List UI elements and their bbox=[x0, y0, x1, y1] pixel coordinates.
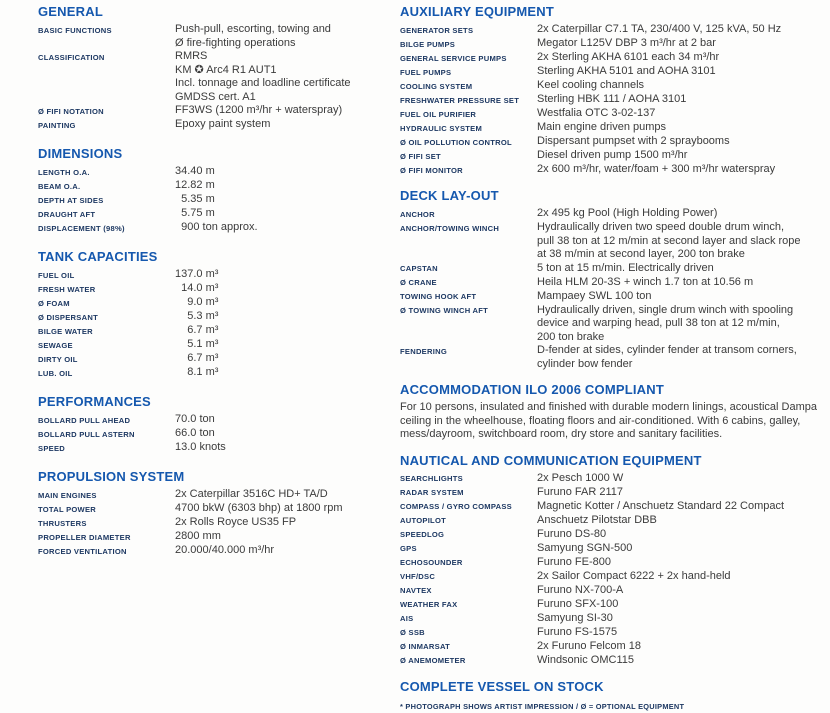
spec-value bbox=[537, 79, 822, 93]
spec-row bbox=[400, 344, 822, 371]
spec-label: Ø DISPERSANT bbox=[38, 312, 98, 322]
spec-value-line: Sterling HBK 111 / AOHA 3101 bbox=[537, 93, 687, 105]
spec-value-line: 66.0 ton bbox=[175, 427, 215, 439]
section-performances bbox=[38, 394, 390, 455]
spec-value bbox=[537, 51, 822, 65]
spec-row bbox=[38, 179, 390, 193]
spec-row bbox=[400, 612, 822, 626]
spec-value-line: 2x Rolls Royce US35 FP bbox=[175, 516, 297, 528]
section-title: COMPLETE VESSEL ON STOCK bbox=[400, 678, 604, 694]
spec-value bbox=[175, 338, 390, 352]
spec-value bbox=[537, 626, 822, 640]
spec-value-line: RMRS bbox=[175, 50, 208, 62]
spec-row bbox=[400, 472, 822, 486]
spec-value-line: 70.0 ton bbox=[175, 413, 215, 425]
spec-label: CAPSTAN bbox=[400, 264, 438, 273]
spec-value-line: 14.0 m³ bbox=[175, 282, 219, 294]
spec-value bbox=[537, 500, 822, 514]
spec-row bbox=[38, 310, 390, 324]
spec-value-line: Magnetic Kotter / Anschuetz Standard 22 Compact bbox=[537, 499, 785, 512]
spec-value-line: Furuno SFX-100 bbox=[537, 597, 619, 610]
spec-value bbox=[537, 149, 822, 163]
spec-value bbox=[175, 50, 390, 104]
spec-label: COMPASS / GYRO COMPASS bbox=[400, 502, 512, 512]
spec-value-line: 9.0 m³ bbox=[175, 296, 219, 308]
spec-value-line: 5.35 m bbox=[175, 193, 215, 205]
spec-row bbox=[38, 366, 390, 380]
spec-label: Ø FIFI MONITOR bbox=[400, 165, 463, 175]
spec-label: Ø TOWING WINCH AFT bbox=[400, 306, 489, 315]
spec-label: BEAM O.A. bbox=[38, 181, 81, 191]
spec-label: Ø FOAM bbox=[38, 298, 70, 308]
spec-label: DRAUGHT AFT bbox=[38, 209, 96, 219]
spec-row bbox=[400, 500, 822, 514]
spec-value bbox=[537, 654, 822, 668]
spec-row bbox=[400, 37, 822, 51]
spec-value-line: cylinder bow fender bbox=[537, 357, 633, 370]
spec-value bbox=[175, 427, 390, 441]
spec-value bbox=[537, 472, 822, 486]
spec-row bbox=[38, 441, 390, 455]
spec-label: SPEED bbox=[38, 443, 65, 453]
spec-label: RADAR SYSTEM bbox=[400, 488, 464, 498]
spec-label: TOTAL POWER bbox=[38, 504, 97, 514]
spec-value-line: 2x 600 m³/hr, water/foam + 300 m³/hr waterspray bbox=[537, 163, 776, 175]
spec-value-line: Keel cooling channels bbox=[537, 79, 645, 91]
spec-value-line: 12.82 m bbox=[175, 179, 215, 191]
section-accommodation-ilo-2006-compliant bbox=[400, 382, 822, 442]
spec-row bbox=[38, 268, 390, 282]
spec-row bbox=[38, 23, 390, 50]
spec-value bbox=[537, 290, 822, 304]
spec-value-line: Hydraulically driven, single drum winch with spooling bbox=[537, 303, 794, 316]
spec-row bbox=[38, 338, 390, 352]
spec-label: GPS bbox=[400, 544, 417, 554]
right-column bbox=[400, 4, 822, 711]
spec-value bbox=[175, 413, 390, 427]
spec-value-line: Anschuetz Pilotstar DBB bbox=[537, 513, 657, 526]
spec-label: PAINTING bbox=[38, 120, 76, 130]
spec-value-line: Megator L125V DBP 3 m³/hr at 2 bar bbox=[537, 37, 716, 49]
spec-value-line: Dispersant pumpset with 2 spraybooms bbox=[537, 135, 730, 147]
spec-value bbox=[175, 324, 390, 338]
spec-value-line: Heila HLM 20-3S + winch 1.7 ton at 10.56 m bbox=[537, 275, 754, 288]
spec-value-line: pull 38 ton at 12 m/min at second layer and slack rope bbox=[537, 234, 801, 247]
spec-label: FRESH WATER bbox=[38, 284, 96, 294]
spec-row bbox=[38, 544, 390, 558]
spec-value-line: Furuno FE-800 bbox=[537, 555, 611, 568]
spec-label: Ø CRANE bbox=[400, 278, 437, 287]
spec-label: FORCED VENTILATION bbox=[38, 546, 127, 556]
section-title: PROPULSION SYSTEM bbox=[38, 469, 185, 484]
spec-value bbox=[537, 107, 822, 121]
spec-value-line: 137.0 m³ bbox=[175, 268, 219, 280]
spec-value bbox=[175, 488, 390, 502]
spec-label: FUEL PUMPS bbox=[400, 67, 452, 77]
spec-value bbox=[537, 207, 822, 221]
spec-value bbox=[537, 37, 822, 51]
spec-value bbox=[175, 530, 390, 544]
spec-value bbox=[537, 93, 822, 107]
spec-label: FUEL OIL PURIFIER bbox=[400, 109, 477, 119]
spec-value-line: Ø fire-fighting operations bbox=[175, 36, 296, 49]
spec-label: Ø ANEMOMETER bbox=[400, 656, 466, 666]
section-tank-capacities bbox=[38, 249, 390, 380]
spec-value bbox=[537, 276, 822, 290]
spec-value-line: Samyung SI-30 bbox=[537, 611, 613, 624]
spec-value-line: Furuno DS-80 bbox=[537, 527, 607, 540]
spec-value-line: 2800 mm bbox=[175, 530, 221, 542]
spec-value bbox=[537, 304, 822, 345]
spec-row bbox=[400, 486, 822, 500]
spec-label: SEWAGE bbox=[38, 340, 73, 350]
spec-value bbox=[175, 23, 390, 50]
spec-value bbox=[537, 598, 822, 612]
spec-row bbox=[38, 50, 390, 104]
spec-value-line: Westfalia OTC 3-02-137 bbox=[537, 107, 656, 119]
spec-value-line: Mampaey SWL 100 ton bbox=[537, 289, 652, 302]
spec-label: HYDRAULIC SYSTEM bbox=[400, 123, 483, 133]
spec-value bbox=[537, 528, 822, 542]
spec-value bbox=[175, 352, 390, 366]
spec-value-line: at 38 m/min at second layer, 200 ton brake bbox=[537, 248, 745, 260]
spec-label: DEPTH AT SIDES bbox=[38, 195, 104, 205]
spec-value bbox=[537, 584, 822, 598]
spec-label: Ø INMARSAT bbox=[400, 642, 451, 652]
spec-label: ANCHOR/TOWING WINCH bbox=[400, 223, 500, 233]
spec-label: CLASSIFICATION bbox=[38, 52, 105, 62]
spec-label: FRESHWATER PRESSURE SET bbox=[400, 95, 520, 105]
section-propulsion-system bbox=[38, 469, 390, 558]
spec-row bbox=[38, 104, 390, 118]
spec-value bbox=[175, 207, 390, 221]
spec-value bbox=[537, 542, 822, 556]
spec-label: THRUSTERS bbox=[38, 518, 87, 528]
spec-row bbox=[400, 107, 822, 121]
spec-row bbox=[400, 121, 822, 135]
spec-value-line: 5.3 m³ bbox=[175, 310, 219, 322]
spec-label: DIRTY OIL bbox=[38, 354, 78, 364]
spec-value bbox=[537, 23, 822, 37]
spec-value bbox=[175, 502, 390, 516]
spec-row bbox=[400, 542, 822, 556]
spec-row bbox=[38, 118, 390, 132]
spec-label: TOWING HOOK AFT bbox=[400, 292, 477, 301]
spec-value-line: 2x Furuno Felcom 18 bbox=[537, 639, 641, 652]
spec-value bbox=[175, 268, 390, 282]
spec-value-line: 2x Caterpillar 3516C HD+ TA/D bbox=[175, 488, 328, 500]
spec-value-line: 4700 bkW (6303 bhp) at 1800 rpm bbox=[175, 502, 343, 514]
spec-value bbox=[175, 366, 390, 380]
spec-label: NAVTEX bbox=[400, 586, 432, 596]
spec-row bbox=[400, 654, 822, 668]
spec-value-line: 5.1 m³ bbox=[175, 338, 219, 350]
spec-value-line: Hydraulically driven two speed double drum winch, bbox=[537, 221, 785, 233]
spec-label: BILGE WATER bbox=[38, 326, 93, 336]
spec-row bbox=[38, 488, 390, 502]
spec-label: LUB. OIL bbox=[38, 368, 73, 378]
spec-label: LENGTH O.A. bbox=[38, 167, 90, 177]
spec-row bbox=[400, 556, 822, 570]
section-nautical-and-communication-equipment bbox=[400, 453, 822, 668]
spec-value bbox=[537, 163, 822, 177]
spec-value bbox=[537, 514, 822, 528]
spec-value bbox=[175, 118, 390, 132]
spec-label: Ø SSB bbox=[400, 628, 425, 638]
footnote: * PHOTOGRAPH SHOWS ARTIST IMPRESSION / Ø = OPTIONAL EQUIPMENT bbox=[400, 701, 685, 711]
spec-label: FENDERING bbox=[400, 346, 447, 356]
spec-value bbox=[175, 165, 390, 179]
section-auxiliary-equipment bbox=[400, 4, 822, 177]
spec-row bbox=[400, 23, 822, 37]
section-title: NAUTICAL AND COMMUNICATION EQUIPMENT bbox=[400, 452, 702, 468]
spec-row bbox=[38, 352, 390, 366]
spec-row bbox=[400, 514, 822, 528]
spec-value bbox=[175, 516, 390, 530]
spec-value-line: FF3WS (1200 m³/hr + waterspray) bbox=[175, 104, 343, 116]
spec-value bbox=[537, 640, 822, 654]
spec-value-line: 900 ton approx. bbox=[175, 221, 258, 233]
spec-label: GENERAL SERVICE PUMPS bbox=[400, 53, 507, 63]
spec-row bbox=[400, 93, 822, 107]
section-complete-vessel-on-stock bbox=[400, 679, 822, 698]
spec-row bbox=[400, 528, 822, 542]
spec-label: WEATHER FAX bbox=[400, 600, 458, 610]
spec-label: BOLLARD PULL ASTERN bbox=[38, 429, 135, 439]
section-title: ACCOMMODATION ILO 2006 COMPLIANT bbox=[400, 382, 665, 397]
spec-value-line: Main engine driven pumps bbox=[537, 121, 667, 133]
spec-label: BILGE PUMPS bbox=[400, 39, 456, 49]
section-dimensions bbox=[38, 146, 390, 235]
spec-value-line: 6.7 m³ bbox=[175, 352, 219, 364]
spec-value bbox=[537, 65, 822, 79]
spec-label: FUEL OIL bbox=[38, 270, 75, 280]
spec-row bbox=[38, 282, 390, 296]
spec-value bbox=[537, 486, 822, 500]
spec-value-line: 2x Caterpillar C7.1 TA, 230/400 V, 125 kVA, 50 Hz bbox=[537, 23, 782, 35]
spec-row bbox=[38, 193, 390, 207]
spec-label: AUTOPILOT bbox=[400, 516, 446, 526]
spec-row bbox=[400, 163, 822, 177]
spec-value bbox=[537, 612, 822, 626]
spec-label: Ø FIFI NOTATION bbox=[38, 106, 104, 116]
spec-row bbox=[400, 290, 822, 304]
spec-row bbox=[38, 413, 390, 427]
spec-value bbox=[175, 193, 390, 207]
spec-label: PROPELLER DIAMETER bbox=[38, 532, 131, 542]
spec-value bbox=[537, 221, 822, 262]
spec-value bbox=[175, 104, 390, 118]
section-paragraph: For 10 persons, insulated and finished with durable modern linings, acoustical Dampa ceiling in the wheelhouse, floating floors and air-conditioned. With 6 cabins, galley, mess/dayroom, switchboard room, dry store and sanitary facilities. bbox=[400, 401, 818, 441]
spec-value bbox=[175, 310, 390, 324]
spec-value bbox=[175, 544, 390, 558]
spec-value-line: Incl. tonnage and loadline certificate bbox=[175, 77, 351, 89]
spec-value-line: Diesel driven pump 1500 m³/hr bbox=[537, 149, 688, 161]
spec-value-line: 2x Sailor Compact 6222 + 2x hand-held bbox=[537, 569, 731, 582]
spec-label: ECHOSOUNDER bbox=[400, 558, 463, 568]
section-title: DECK LAY-OUT bbox=[400, 188, 499, 203]
spec-row bbox=[400, 262, 822, 276]
spec-value-line: Furuno NX-700-A bbox=[537, 583, 624, 596]
spec-value-line: 5.75 m bbox=[175, 207, 215, 219]
spec-row bbox=[400, 598, 822, 612]
spec-value bbox=[537, 556, 822, 570]
spec-row bbox=[400, 584, 822, 598]
spec-value bbox=[175, 221, 390, 235]
spec-value-line: Epoxy paint system bbox=[175, 118, 271, 130]
spec-value-line: 2x Pesch 1000 W bbox=[537, 471, 624, 484]
spec-row bbox=[38, 427, 390, 441]
spec-row bbox=[400, 304, 822, 345]
spec-label: ANCHOR bbox=[400, 209, 435, 219]
spec-value bbox=[175, 296, 390, 310]
spec-value-line: Samyung SGN-500 bbox=[537, 541, 633, 554]
spec-row bbox=[38, 165, 390, 179]
spec-row bbox=[400, 570, 822, 584]
spec-row bbox=[38, 221, 390, 235]
spec-row bbox=[38, 502, 390, 516]
spec-value bbox=[537, 135, 822, 149]
spec-value bbox=[175, 282, 390, 296]
spec-value-line: 20.000/40.000 m³/hr bbox=[175, 544, 275, 556]
spec-label: BOLLARD PULL AHEAD bbox=[38, 415, 131, 425]
spec-value-line: Furuno FS-1575 bbox=[537, 625, 618, 638]
spec-value bbox=[537, 570, 822, 584]
spec-label: BASIC FUNCTIONS bbox=[38, 25, 112, 35]
spec-row bbox=[400, 79, 822, 93]
spec-row bbox=[38, 530, 390, 544]
spec-label: MAIN ENGINES bbox=[38, 490, 97, 500]
spec-value-line: Push-pull, escorting, towing and bbox=[175, 23, 331, 35]
spec-row bbox=[38, 296, 390, 310]
spec-row bbox=[400, 640, 822, 654]
spec-value-line: KM ✪ Arc4 R1 AUT1 bbox=[175, 63, 277, 76]
spec-row bbox=[400, 51, 822, 65]
section-title: GENERAL bbox=[38, 4, 103, 19]
spec-label: VHF/DSC bbox=[400, 572, 436, 582]
spec-value bbox=[175, 179, 390, 193]
spec-value bbox=[537, 121, 822, 135]
spec-row bbox=[38, 207, 390, 221]
section-general bbox=[38, 4, 390, 132]
spec-row bbox=[400, 207, 822, 221]
spec-label: DISPLACEMENT (98%) bbox=[38, 223, 125, 233]
section-title: AUXILIARY EQUIPMENT bbox=[400, 4, 555, 19]
spec-label: Ø OIL POLLUTION CONTROL bbox=[400, 137, 512, 147]
spec-label: AIS bbox=[400, 614, 414, 624]
spec-value-line: 2x 495 kg Pool (High Holding Power) bbox=[537, 207, 718, 219]
spec-row bbox=[400, 135, 822, 149]
spec-value bbox=[537, 262, 822, 276]
spec-row bbox=[400, 149, 822, 163]
left-column bbox=[38, 4, 390, 634]
spec-value-line: 5 ton at 15 m/min. Electrically driven bbox=[537, 261, 714, 274]
spec-value-line: Furuno FAR 2117 bbox=[537, 485, 624, 498]
spec-value bbox=[175, 441, 390, 455]
section-title: TANK CAPACITIES bbox=[38, 249, 158, 264]
spec-value bbox=[537, 344, 822, 371]
spec-row bbox=[400, 65, 822, 79]
spec-value-line: 200 ton brake bbox=[537, 330, 605, 343]
spec-value-line: 2x Sterling AKHA 6101 each 34 m³/hr bbox=[537, 51, 720, 63]
spec-label: GENERATOR SETS bbox=[400, 25, 474, 35]
spec-value-line: 8.1 m³ bbox=[175, 366, 219, 378]
spec-value-line: 34.40 m bbox=[175, 165, 215, 177]
spec-row bbox=[38, 516, 390, 530]
spec-label: COOLING SYSTEM bbox=[400, 81, 473, 91]
spec-value-line: Windsonic OMC115 bbox=[537, 653, 634, 666]
section-title: PERFORMANCES bbox=[38, 394, 151, 409]
spec-label: Ø FIFI SET bbox=[400, 151, 441, 161]
spec-value-line: 6.7 m³ bbox=[175, 324, 219, 336]
spec-value-line: D-fender at sides, cylinder fender at transom corners, bbox=[537, 344, 797, 356]
spec-label: SEARCHLIGHTS bbox=[400, 474, 463, 484]
section-title: DIMENSIONS bbox=[38, 146, 123, 161]
spec-label: SPEEDLOG bbox=[400, 530, 445, 540]
spec-row bbox=[400, 221, 822, 262]
section-deck-lay-out bbox=[400, 188, 822, 371]
spec-row bbox=[400, 276, 822, 290]
spec-value-line: 13.0 knots bbox=[175, 441, 226, 453]
spec-value-line: device and warping head, pull 38 ton at 12 m/min, bbox=[537, 317, 780, 329]
spec-value-line: GMDSS cert. A1 bbox=[175, 90, 256, 103]
spec-row bbox=[38, 324, 390, 338]
spec-value-line: Sterling AKHA 5101 and AOHA 3101 bbox=[537, 65, 716, 77]
